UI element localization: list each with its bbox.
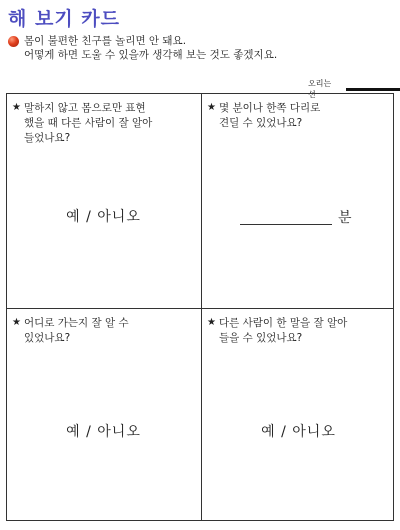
card-1: [7, 94, 200, 307]
star-icon: ★: [207, 102, 216, 113]
cut-line-label: 오리는 선: [308, 79, 332, 99]
card-answer-options: 예 / 아니오: [66, 424, 141, 440]
card-question: 어디로 가는지 잘 알 수 있었나요?: [24, 317, 129, 344]
star-icon: ★: [12, 317, 21, 328]
red-ball-bullet-icon: [8, 36, 19, 47]
answer-unit: 분: [338, 210, 352, 226]
card-grid: [6, 93, 394, 521]
card-question: 다른 사람이 한 말을 잘 알아 들을 수 있었나요?: [219, 317, 348, 344]
cut-line-sample: [346, 88, 400, 91]
card-2: [202, 94, 395, 307]
card-question: 말하지 않고 몸으로만 표현 했을 때 다른 사람이 잘 알아 들었나요?: [24, 102, 153, 144]
card-4: [202, 309, 395, 522]
intro-text: 몸이 불편한 친구를 놀리면 안 돼요. 어떻게 하면 도울 수 있을까 생각해 보는 것도 좋겠지요.: [24, 35, 278, 61]
card-answer-options: 예 / 아니오: [261, 424, 336, 440]
card-answer-options: 예 / 아니오: [66, 209, 141, 225]
page-title: 해 보기 카드: [8, 8, 120, 30]
star-icon: ★: [12, 102, 21, 113]
star-icon: ★: [207, 317, 216, 328]
card-3: [7, 309, 200, 522]
answer-blank-line: [240, 224, 332, 225]
card-question: 몇 분이나 한쪽 다리로 견딜 수 있었나요?: [219, 102, 321, 129]
